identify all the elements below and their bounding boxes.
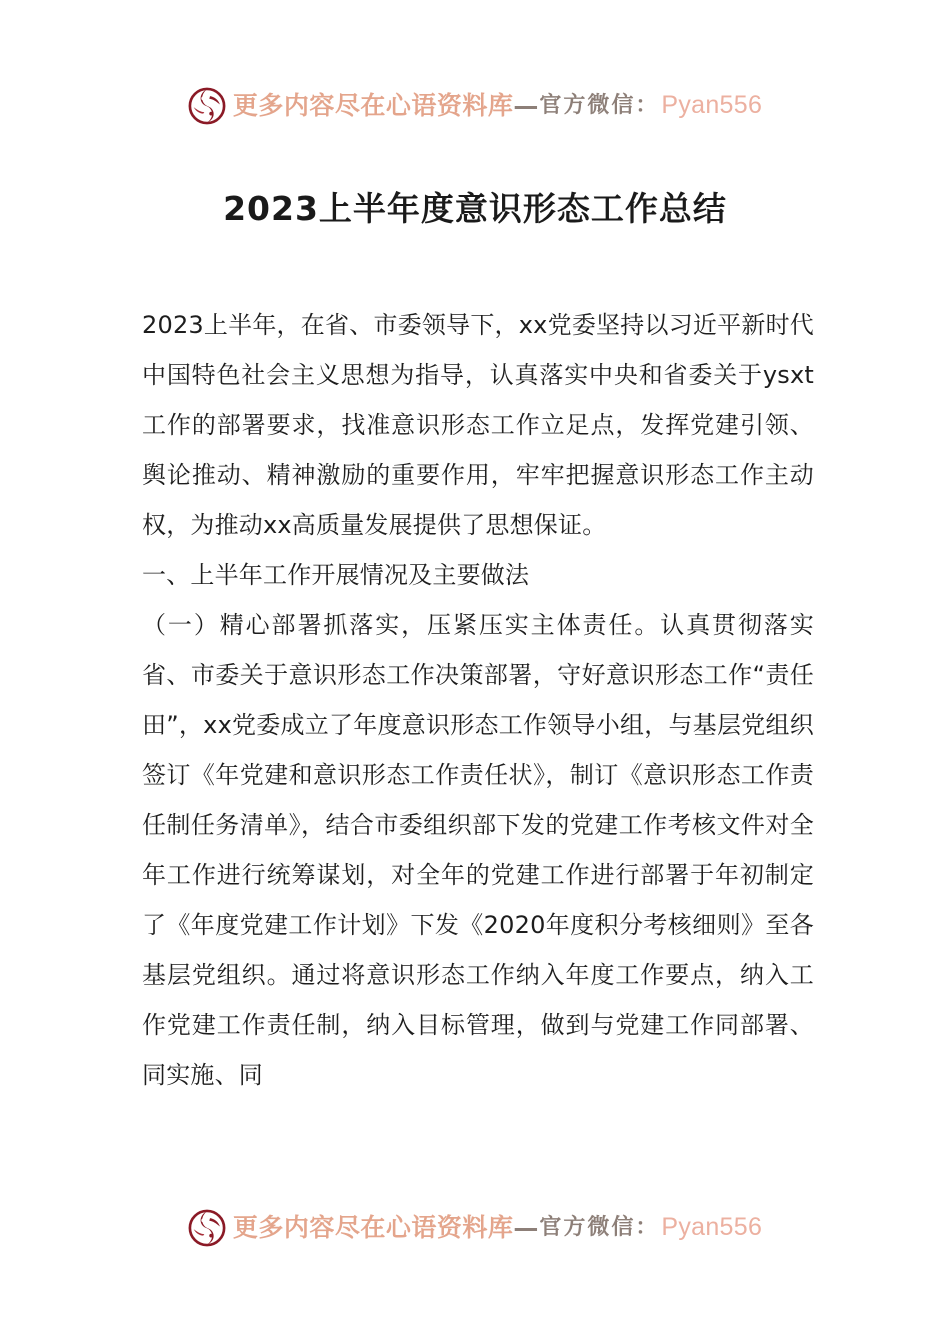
document-body (142, 300, 814, 1100)
footer-watermark (0, 1208, 950, 1246)
watermark-wechat-id: Pyan556 (661, 90, 763, 119)
watermark-wechat-label: 官方微信： (539, 1214, 660, 1240)
page-title: 2023上半年度意识形态工作总结 (223, 189, 727, 229)
xinyu-fish-circle-logo-icon (188, 1209, 226, 1247)
xinyu-fish-circle-logo-icon (188, 87, 226, 125)
paragraph-subsection-one: （一）精心部署抓落实，压紧压实主体责任。认真贯彻落实省、市委关于意识形态工作决策部署，守好意识形态工作“责任田”，xx党委成立了年度意识形态工作领导小组，与基层党组织签订《年党建和意识形态工作责任状》，制订《意识形态工作责任制任务清单》，结合市委组织部下发的党建工作考核文件对全年工作进行统筹谋划，对全年的党建工作进行部署于年初制定了《年度党建工作计划》下发《2020年度积分考核细则》至各基层党组织。通过将意识形态工作纳入年度工作要点，纳入工作党建工作责任制，纳入目标管理，做到与党建工作同部署、同实施、同 (142, 611, 814, 1089)
watermark-wechat-label: 官方微信： (539, 92, 660, 118)
header-watermark (0, 86, 950, 124)
watermark-dash: — (513, 90, 539, 120)
paragraph-intro: 2023上半年，在省、市委领导下，xx党委坚持以习近平新时代中国特色社会主义思想为指导，认真落实中央和省委关于ysxt工作的部署要求，找准意识形态工作立足点，发挥党建引领、舆论推动、精神激励的重要作用，牢牢把握意识形态工作主动权，为推动xx高质量发展提供了思想保证。 (142, 311, 814, 539)
section-heading-one: 一、上半年工作开展情况及主要做法 (142, 561, 530, 589)
watermark-wechat-id: Pyan556 (661, 1212, 763, 1241)
watermark-dash: — (513, 1212, 539, 1242)
watermark-chinese-text: 更多内容尽在心语资料库 (232, 1212, 514, 1242)
watermark-chinese-text: 更多内容尽在心语资料库 (232, 90, 514, 120)
